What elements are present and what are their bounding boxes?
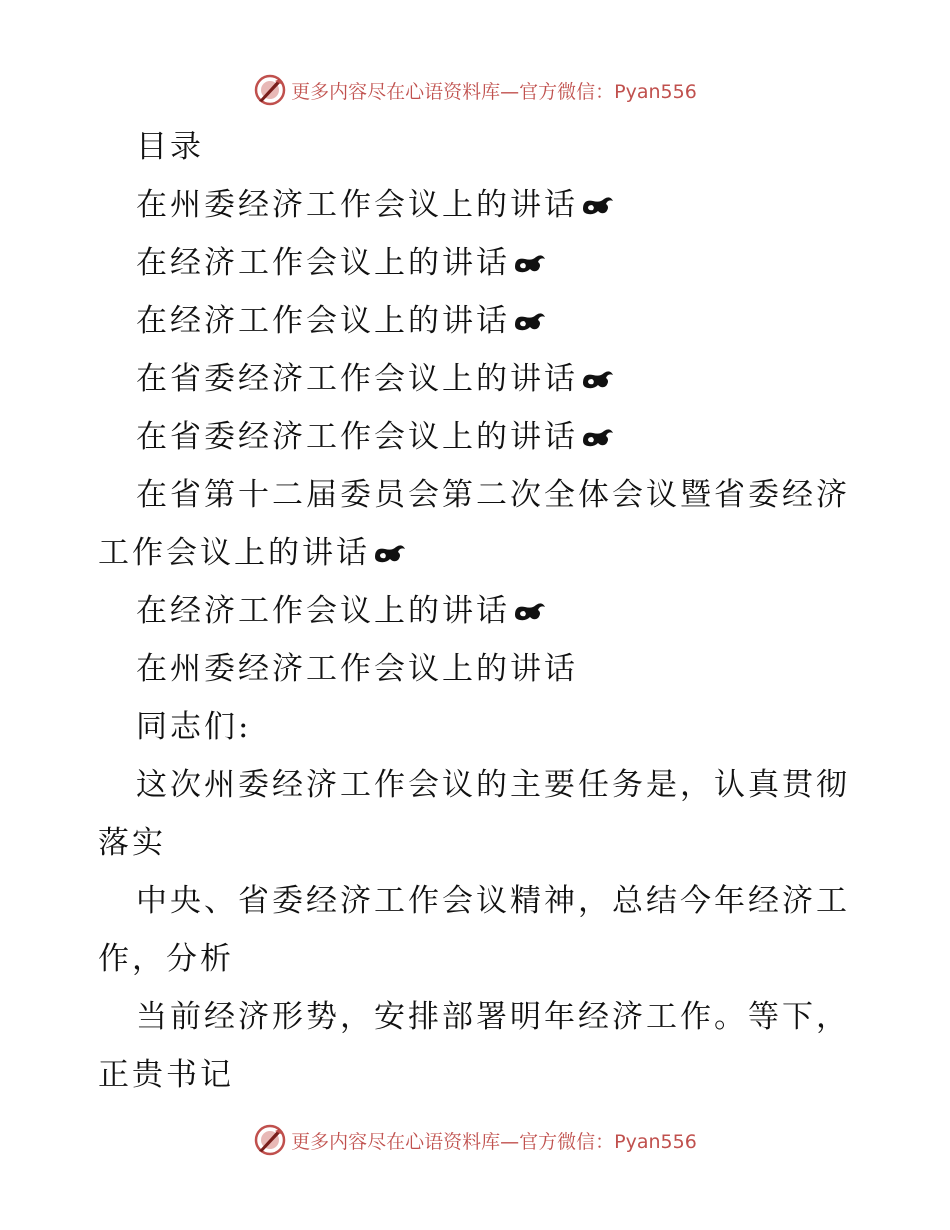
toc-item[interactable] [98, 466, 858, 524]
toc-item-label: 在省第十二届委员会第二次全体会议暨省委经济 [136, 477, 850, 513]
hyperlink-ornament-icon [512, 599, 548, 623]
toc-item[interactable] [98, 350, 858, 408]
toc-item[interactable] [98, 582, 858, 640]
header-watermark-text: 更多内容尽在心语资料库—官方微信：Pyan556 [291, 80, 697, 103]
body-line: 落实 [98, 825, 166, 861]
toc-item[interactable] [98, 234, 858, 292]
hyperlink-ornament-icon [580, 193, 616, 217]
hyperlink-ornament-icon [580, 425, 616, 449]
salutation: 同志们: [136, 709, 252, 745]
header-watermark [0, 70, 950, 110]
quill-logo-icon [253, 1123, 287, 1157]
document-body [98, 118, 858, 1104]
toc-item-continuation[interactable] [98, 524, 858, 582]
toc-item[interactable] [98, 292, 858, 350]
toc-item-label: 在经济工作会议上的讲话 [136, 245, 510, 281]
body-line: 作，分析 [98, 941, 234, 977]
toc-item[interactable] [98, 408, 858, 466]
toc-item-label: 工作会议上的讲话 [98, 535, 370, 571]
toc-item[interactable] [98, 176, 858, 234]
toc-item-label: 在州委经济工作会议上的讲话 [136, 187, 578, 223]
section-title: 在州委经济工作会议上的讲话 [136, 651, 578, 687]
hyperlink-ornament-icon [512, 309, 548, 333]
toc-title: 目录 [136, 129, 204, 165]
toc-item-label: 在省委经济工作会议上的讲话 [136, 419, 578, 455]
toc-item-label: 在经济工作会议上的讲话 [136, 303, 510, 339]
body-line: 这次州委经济工作会议的主要任务是，认真贯彻 [136, 767, 850, 803]
body-line: 当前经济形势，安排部署明年经济工作。等下， [136, 999, 850, 1035]
body-line: 中央、省委经济工作会议精神，总结今年经济工 [136, 883, 850, 919]
toc-item-label: 在省委经济工作会议上的讲话 [136, 361, 578, 397]
toc-item-label: 在经济工作会议上的讲话 [136, 593, 510, 629]
body-line: 正贵书记 [98, 1057, 234, 1093]
hyperlink-ornament-icon [580, 367, 616, 391]
footer-watermark-text: 更多内容尽在心语资料库—官方微信：Pyan556 [291, 1130, 697, 1153]
hyperlink-ornament-icon [512, 251, 548, 275]
hyperlink-ornament-icon [372, 541, 408, 565]
quill-logo-icon [253, 73, 287, 107]
footer-watermark [0, 1120, 950, 1160]
